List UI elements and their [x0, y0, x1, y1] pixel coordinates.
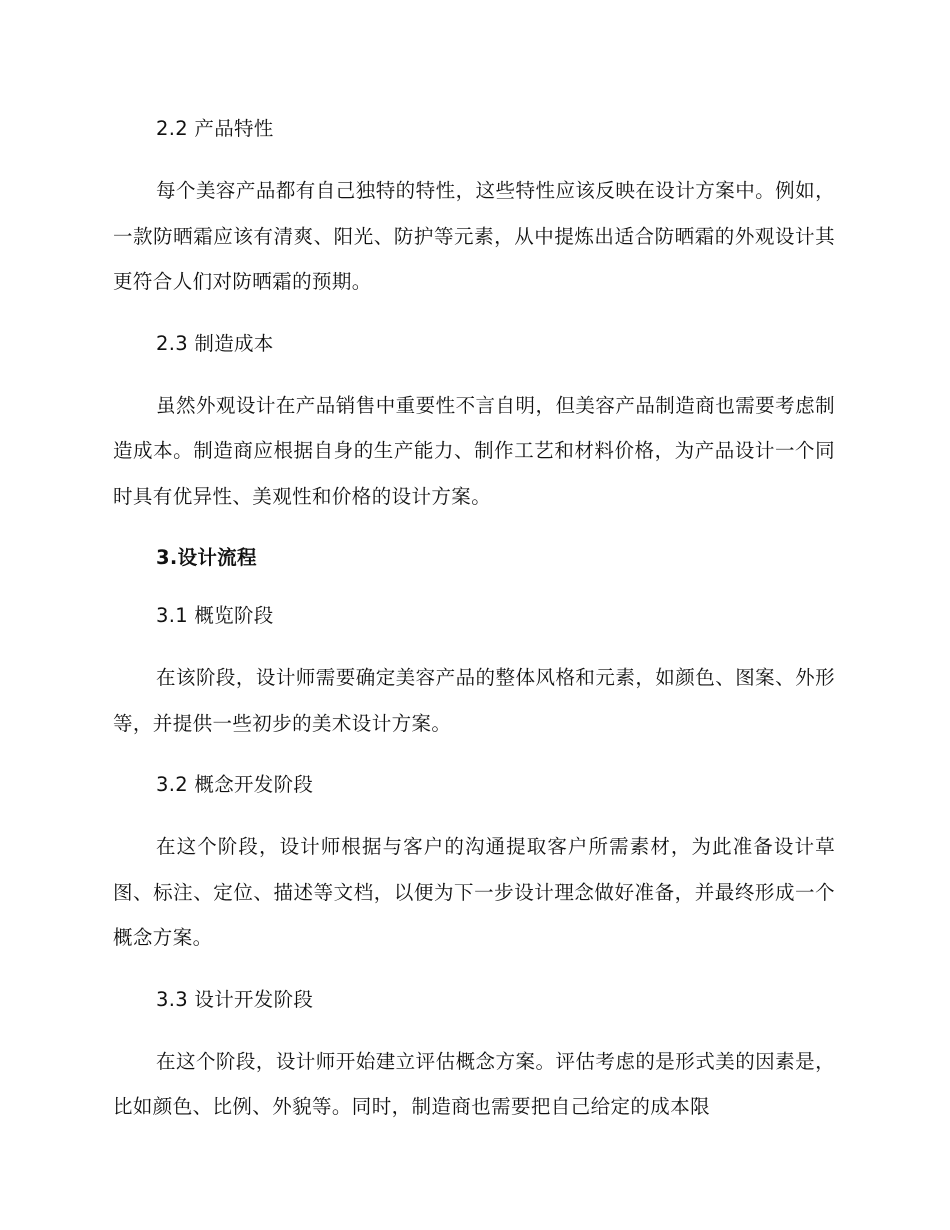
- section-heading-3: 3.设计流程: [156, 546, 257, 569]
- subheading-3-1: 3.1 概览阶段: [156, 604, 274, 627]
- paragraph-overview-stage: 在该阶段，设计师需要确定美容产品的整体风格和元素，如颜色、图案、外形等，并提供一些初步的美术设计方案。: [113, 666, 835, 735]
- subheading-2-2: 2.2 产品特性: [156, 117, 274, 140]
- subheading-2-3: 2.3 制造成本: [156, 331, 274, 355]
- paragraph-design-stage: 在这个阶段，设计师开始建立评估概念方案。评估考虑的是形式美的因素是，比如颜色、比例、外貌等。同时，制造商也需要把自己给定的成本限: [113, 1049, 835, 1118]
- paragraph-concept-stage: 在这个阶段，设计师根据与客户的沟通提取客户所需素材，为此准备设计草图、标注、定位、描述等文档，以便为下一步设计理念做好准备，并最终形成一个概念方案。: [113, 835, 835, 949]
- subheading-3-3: 3.3 设计开发阶段: [156, 987, 314, 1011]
- subheading-3-2: 3.2 概念开发阶段: [156, 773, 314, 796]
- paragraph-manufacturing-cost: 虽然外观设计在产品销售中重要性不言自明，但美容产品制造商也需要考虑制造成本。制造商应根据自身的生产能力、制作工艺和材料价格，为产品设计一个同时具有优异性、美观性和价格的设计方案。: [113, 393, 835, 508]
- document-body: [113, 110, 835, 1130]
- paragraph-product-features: 每个美容产品都有自己独特的特性，这些特性应该反映在设计方案中。例如，一款防晒霜应该有清爽、阳光、防护等元素，从中提炼出适合防晒霜的外观设计其更符合人们对防晒霜的预期。: [113, 179, 835, 293]
